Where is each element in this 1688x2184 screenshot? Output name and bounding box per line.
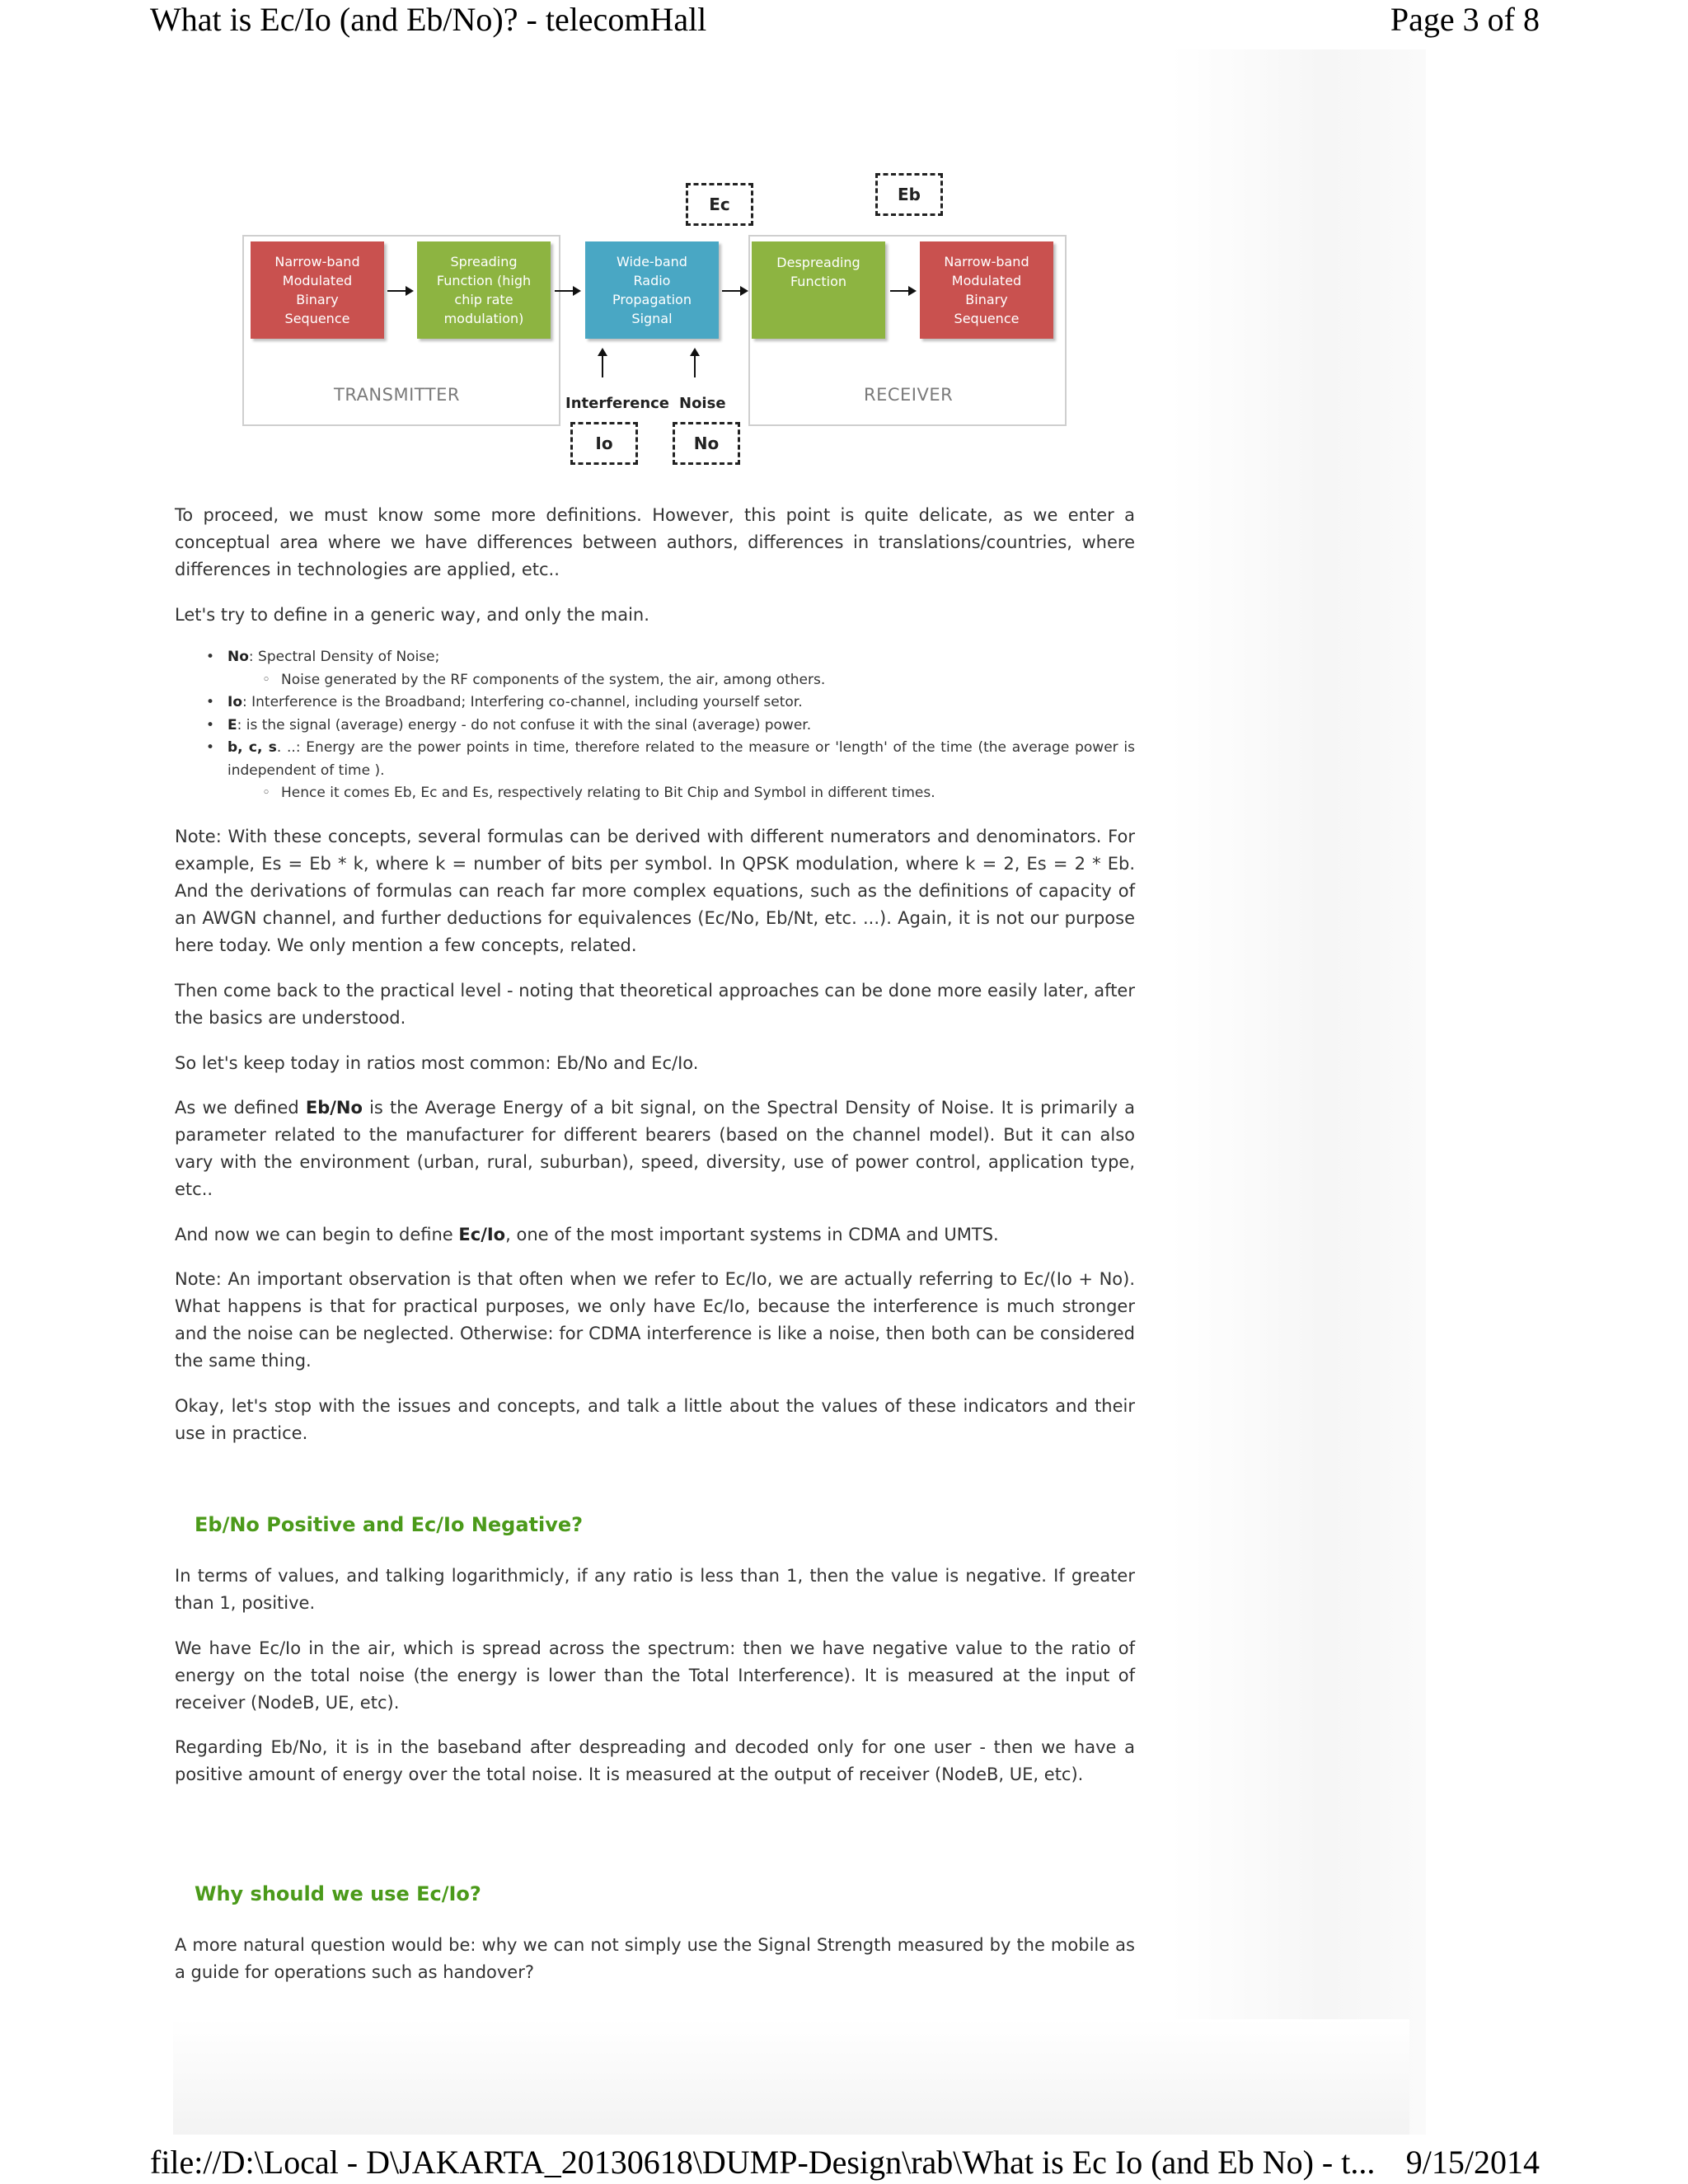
transmitter-label: TRANSMITTER: [334, 385, 460, 405]
definitions-list: [175, 646, 1135, 805]
list-item: • No: Spectral Density of Noise;: [175, 646, 1135, 669]
arrow-3: [722, 290, 747, 292]
heading-why-use-ecio: Why should we use Ec/Io?: [195, 1882, 481, 1905]
arrow-4: [890, 290, 915, 292]
rx-narrowband-block: Narrow-band Modulated Binary Sequence: [920, 241, 1053, 339]
list-item: • Io: Interference is the Broadband; Interfering co-channel, including yourself setor.: [175, 691, 1135, 715]
io-box: Io: [570, 422, 638, 465]
interference-label: Interference: [565, 395, 670, 412]
file-path: file://D:\Local - D\JAKARTA_20130618\DUMP-Design\rab\What is Ec Io (and Eb No) - t...: [150, 2144, 1376, 2181]
receiver-label: RECEIVER: [864, 385, 954, 405]
tx-narrowband-block: Narrow-band Modulated Binary Sequence: [251, 241, 384, 339]
list-item: • E: is the signal (average) energy - do not confuse it with the sinal (average) power.: [175, 715, 1135, 738]
paragraph-common-ratios: So let's keep today in ratios most common: Eb/No and Ec/Io.: [175, 1053, 699, 1073]
paragraph-ecio-in-air: We have Ec/Io in the air, which is spread across the spectrum: then we have negative value to the ratio of energy on the total noise (the energy is lower than the Total Interference). It is measured at the input of receiver (NodeB, UE, etc).: [175, 1638, 1135, 1713]
list-subitem: ◦ Hence it comes Eb, Ec and Es, respectively relating to Bit Chip and Symbol in different times.: [175, 782, 1135, 805]
paragraph-ebno-definition: As we defined Eb/No is the Average Energy of a bit signal, on the Spectral Density of Noise. It is primarily a parameter related to the manufacturer for different bearers (based on the channel model). But it can also vary with the environment (urban, rural, suburban), speed, diversity, use of power control, application type, etc..: [175, 1098, 1136, 1199]
interference-arrow: [602, 354, 603, 377]
document-title: What is Ec/Io (and Eb/No)? - telecomHall: [150, 1, 707, 38]
ec-box: Ec: [686, 183, 753, 226]
cdma-spreading-diagram: [239, 169, 1071, 474]
paragraph-logarithmic-values: In terms of values, and talking logarithmicly, if any ratio is less than 1, then the value is negative. If greater than 1, positive.: [175, 1566, 1135, 1613]
paragraph-practical-level: Then come back to the practical level - noting that theoretical approaches can be done more easily later, after the basics are understood.: [175, 981, 1135, 1028]
list-item: • b, c, s. ..: Energy are the power points in time, therefore related to the measure or 'length' of the time (the average power is independent of time ).: [175, 737, 1135, 782]
paragraph-definitions-intro: To proceed, we must know some more definitions. However, this point is quite delicate, as we enter a conceptual area where we have differences between authors, differences in translations/countries, where differences in technologies are applied, etc..: [175, 505, 1135, 579]
paragraph-ecio-definition: And now we can begin to define Ec/Io, one of the most important systems in CDMA and UMTS.: [175, 1225, 999, 1244]
arrow-1: [387, 290, 412, 292]
despreading-function-block: Despreading Function: [752, 241, 885, 339]
arrow-2: [555, 290, 579, 292]
paragraph-values-intro: Okay, let's stop with the issues and concepts, and talk a little about the values of these indicators and their use in practice.: [175, 1396, 1135, 1443]
eb-box: Eb: [875, 173, 943, 216]
paragraph-ecio-note: Note: An important observation is that often when we refer to Ec/Io, we are actually referring to Ec/(Io + No). What happens is that for practical purposes, we only have Ec/Io, because the interference is much stronger and the noise can be neglected. Otherwise: for CDMA interference is like a noise, then both can be considered the same thing.: [175, 1269, 1135, 1371]
paragraph-ebno-baseband: Regarding Eb/No, it is in the baseband after despreading and decoded only for one user - then we have a positive amount of energy over the total noise. It is measured at the output of receiver (NodeB, UE, etc).: [175, 1737, 1135, 1784]
noise-arrow: [694, 354, 696, 377]
spreading-function-block: Spreading Function (high chip rate modulation): [417, 241, 551, 339]
paragraph-generic-way: Let's try to define in a generic way, and only the main.: [175, 605, 649, 625]
wideband-signal-block: Wide-band Radio Propagation Signal: [585, 241, 719, 339]
no-box: No: [673, 422, 740, 465]
heading-positive-negative: Eb/No Positive and Ec/Io Negative?: [195, 1513, 584, 1536]
list-subitem: ◦ Noise generated by the RF components of the system, the air, among others.: [175, 669, 1135, 692]
page-shadow-bottom: [173, 2019, 1409, 2135]
page-shadow-right: [1170, 49, 1426, 2135]
paragraph-formulas-note: Note: With these concepts, several formulas can be derived with different numerators and denominators. For example, Es = Eb * k, where k = number of bits per symbol. In QPSK modulation, where k = 2, Es = 2 * Eb. And the derivations of formulas can reach far more complex equations, such as the definitions of capacity of an AWGN channel, and further deductions for equivalences (Ec/No, Eb/Nt, etc. ...). Again, it is not our purpose here today. We only mention a few concepts, related.: [175, 827, 1135, 955]
print-date: 9/15/2014: [1405, 2144, 1540, 2181]
noise-label: Noise: [679, 395, 726, 412]
paragraph-signal-strength-question: A more natural question would be: why we can not simply use the Signal Strength measured by the mobile as a guide for operations such as handover?: [175, 1935, 1135, 1982]
page-number: Page 3 of 8: [1390, 1, 1540, 38]
